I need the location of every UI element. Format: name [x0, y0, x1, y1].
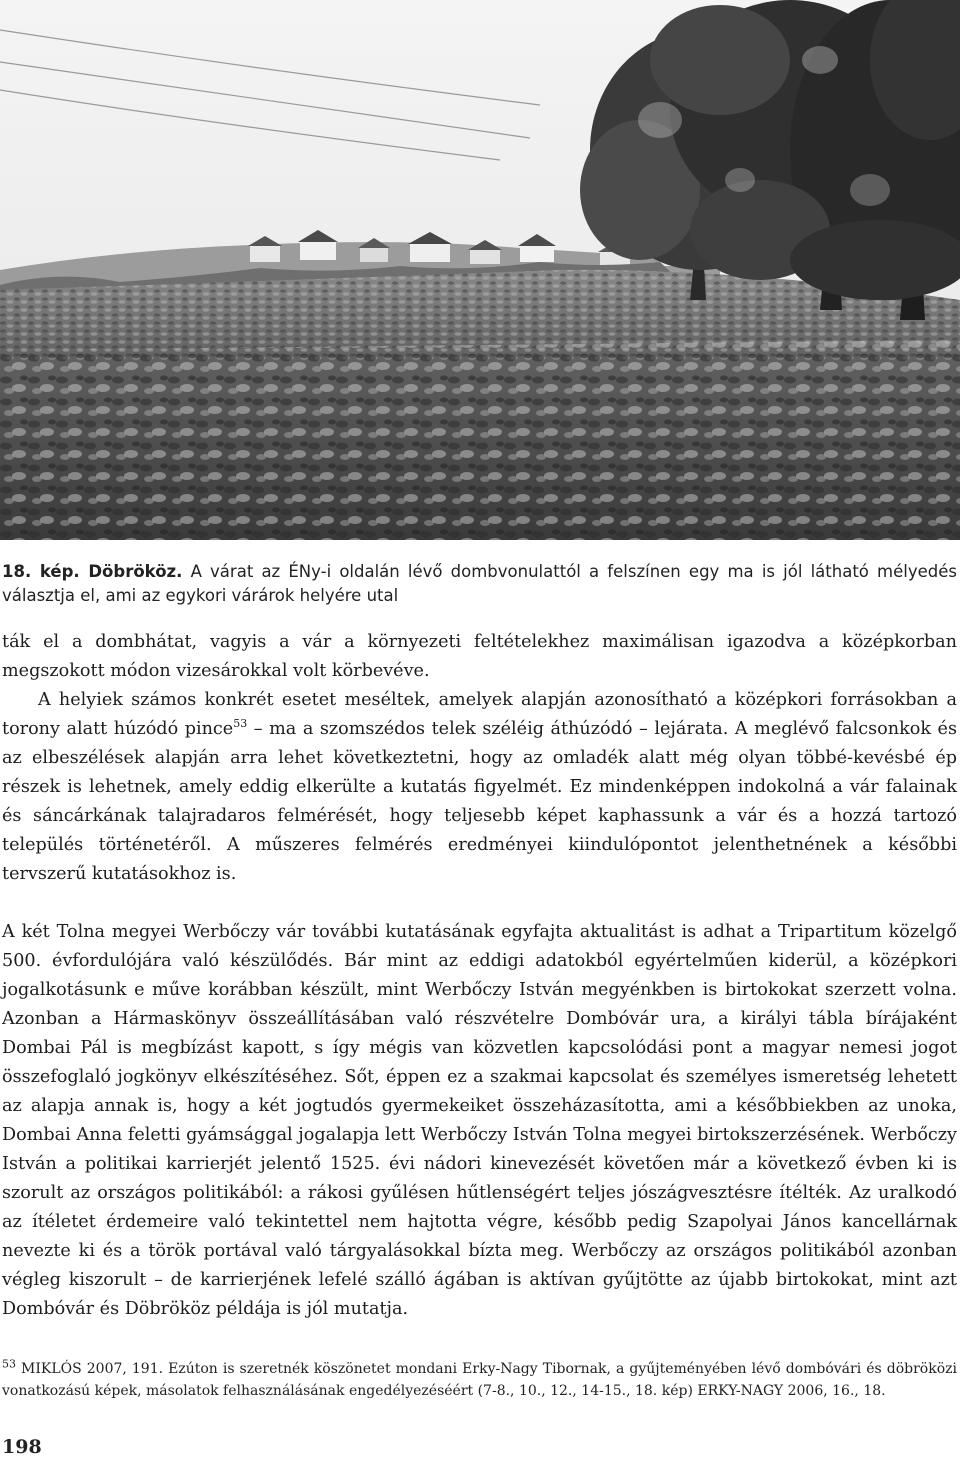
paragraph-2 — [2, 686, 957, 889]
body-text — [2, 628, 957, 1324]
footnote-text: MIKLÓS 2007, 191. Ezúton is szeretnék köszönetet mondani Erky-Nagy Tibornak, a gyűjteményében lévő dombóvári és döbröközi vonatkozású képek, másolatok felhasználásának engedélyezéséért (7-8., 10., 12., 14-15., 18. kép) ERKY-NAGY 2006, 16., 18. — [2, 1361, 957, 1399]
footnote-number: 53 — [2, 1357, 16, 1371]
figure-caption-text: A várat az ÉNy-i oldalán lévő dombvonulattól a felszínen egy ma is jól látható mélyedés választja el, ami az egykori várárok helyére utal — [2, 562, 957, 605]
figure-caption — [2, 560, 957, 608]
figure-label: 18. kép. Döbrököz. — [2, 562, 183, 581]
paragraph-2-start: A helyiek számos konkrét esetet meséltek, amelyek alapján azonosítható a középkori forrásokban a torony alatt húzódó pince — [2, 690, 957, 739]
paragraph-3: A két Tolna megyei Werbőczy vár további kutatásának egyfajta aktualitást is adhat a Tripartitum közelgő 500. évfordulójára való készülődés. Bár mint az eddigi adatokból egyértelműen kiderül, a középkori jogalkotásunk e műve korábban készült, mint Werbőczy István megyénkben is birtokokat szerzett volna. Azonban a Hármaskönyv összeállításában való részvételre Dombóvár ura, a királyi tábla bírájaként Dombai Pál is megbízást kapott, s így mégis van közvetlen kapcsolódási pont a magyar nemesi jogot összefoglaló jogkönyv elkészítéséhez. Sőt, éppen ez a szakmai kapcsolat és személyes ismeretség lehetett az alapja annak is, hogy a két jogtudós gyermekeiket összeházasította, ami a későbbiekben az unoka, Dombai Anna feletti gyámsággal jogalapja lett Werbőczy István Tolna megyei birtokszerzésének. Werbőczy István a politikai karrierjét jelentő 1525. évi nádori kinevezését követően már a következő évben ki is szorult az országos politikából: a rákosi gyűlésen hűtlenségért teljes jószágvesztésre ítélték. Az uralkodó az ítéletet érdemeire való tekintettel nem hajtotta végre, később pedig Szapolyai János kancellárnak nevezte ki és a török portával való tárgyalásokkal bízta meg. Werbőczy az országos politikából azonban végleg kiszorult – de karrierjének lefelé szálló ágában is aktívan gyűjtötte az újabb birtokokat, mint azt Dombóvár és Döbrököz példája is jól mutatja. — [2, 922, 957, 1319]
paragraph-1: ták el a dombhátat, vagyis a vár a környezeti feltételekhez maximálisan igazodva a középkorban megszokott módon vizesárokkal volt körbevéve. — [2, 632, 957, 681]
field-texture-near — [0, 340, 960, 540]
footnote-reference: 53 — [233, 717, 248, 731]
landscape-photo — [0, 0, 960, 540]
footnote — [2, 1358, 957, 1402]
page-number: 198 — [2, 1436, 42, 1458]
paragraph-2-rest: – ma a szomszédos telek széléig áthúzódó – lejárata. A meglévő falcsonkok és az elbeszélések alapján arra lehet következtetni, hogy az omladék alatt még olyan többé-kevésbé ép részek is lehetnek, amely eddig elkerülte a kutatás figyelmét. Ez mindenképpen indokolná a vár falainak és sáncárkának talajradaros felmérését, hogy teljesebb képet kaphassunk a vár és a hozzá tartozó település történetéről. A műszeres felmérés eredményei kiindulópontot jelenthetnének a későbbi tervszerű kutatásokhoz is. — [2, 719, 957, 884]
